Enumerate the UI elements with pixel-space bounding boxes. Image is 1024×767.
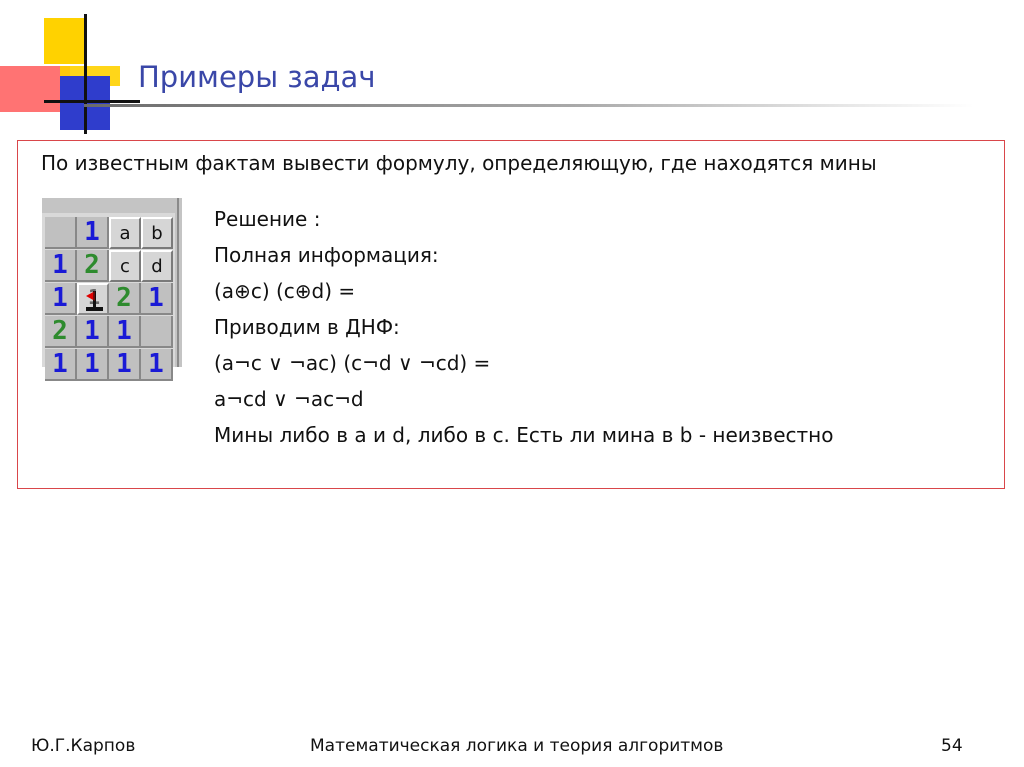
slide-title: Примеры задач — [138, 60, 376, 94]
empty-cell — [45, 217, 77, 249]
grid-top-edge — [42, 198, 182, 213]
footer-author: Ю.Г.Карпов — [31, 736, 136, 756]
solution-line: Полная информация: — [214, 243, 439, 267]
slide-logo — [0, 0, 140, 140]
problem-statement: По известным фактам вывести формулу, определяющую, где находятся мины — [41, 151, 877, 175]
flag-icon — [77, 283, 109, 315]
unknown-cell-c: c — [109, 250, 141, 282]
minesweeper-grid — [42, 198, 182, 379]
number-cell: 1 — [77, 349, 109, 381]
number-cell: 2 — [45, 316, 77, 348]
number-cell: 1 — [45, 283, 77, 315]
number-cell: 1 — [77, 316, 109, 348]
unknown-cell-a: a — [109, 217, 141, 249]
number-cell: 1 — [141, 283, 173, 315]
title-divider — [84, 104, 974, 107]
number-cell: 1 — [109, 316, 141, 348]
solution-line: (a⊕c) (c⊕d) = — [214, 279, 356, 303]
solution-steps — [214, 204, 833, 456]
number-cell: 2 — [77, 250, 109, 282]
grid-right-shadow — [177, 198, 179, 367]
number-cell: 1 — [141, 349, 173, 381]
flag-number: 1 — [88, 285, 101, 309]
number-cell: 2 — [109, 283, 141, 315]
solution-line: Решение : — [214, 207, 321, 231]
solution-line: (a¬c ∨ ¬ac) (c¬d ∨ ¬cd) = — [214, 351, 491, 375]
solution-line: a¬cd ∨ ¬ac¬d — [214, 387, 364, 411]
page-number: 54 — [941, 736, 963, 756]
number-cell: 1 — [45, 250, 77, 282]
empty-cell — [141, 316, 173, 348]
number-cell: 1 — [77, 217, 109, 249]
solution-line: Мины либо в a и d, либо в c. Есть ли мина в b - неизвестно — [214, 423, 834, 447]
number-cell: 1 — [109, 349, 141, 381]
unknown-cell-b: b — [141, 217, 173, 249]
number-cell: 1 — [45, 349, 77, 381]
unknown-cell-d: d — [141, 250, 173, 282]
solution-line: Приводим в ДНФ: — [214, 315, 400, 339]
footer-course: Математическая логика и теория алгоритмов — [310, 736, 724, 756]
